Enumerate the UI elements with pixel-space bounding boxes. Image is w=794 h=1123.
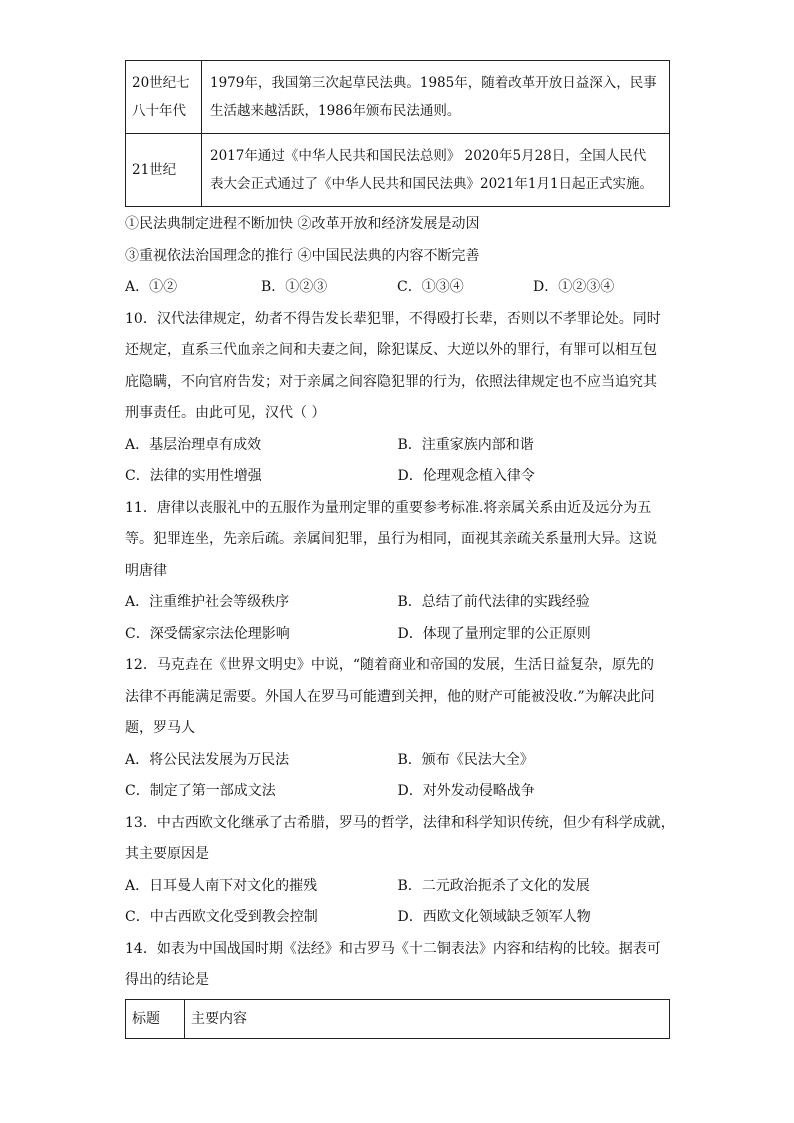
- option-a[interactable]: A．①②: [125, 279, 178, 295]
- question-stem-line: 10．汉代法律规定，幼者不得告发长辈犯罪，不得殴打长辈，否则以不孝罪论处。同时: [125, 310, 661, 327]
- option-c[interactable]: C．法律的实用性增强: [125, 468, 262, 484]
- options-row: [125, 587, 670, 619]
- option-b[interactable]: B．颁布《民法大全》: [397, 751, 534, 768]
- description-cell: [202, 61, 670, 134]
- era-text: 21世纪: [132, 162, 177, 178]
- table-row: [126, 134, 670, 207]
- option-b[interactable]: B．二元政治扼杀了文化的发展: [397, 877, 590, 894]
- options-row: [125, 745, 670, 777]
- options-row: [125, 430, 670, 462]
- options-row: [125, 902, 670, 934]
- option-d[interactable]: D．伦理观念植入律令: [397, 468, 535, 484]
- question-stem-line: 题，罗马人: [125, 720, 195, 736]
- question-stem-line: 14．如表为中国战国时期《法经》和古罗马《十二铜表法》内容和结构的比较。据表可: [125, 940, 661, 957]
- option-d[interactable]: D．①②③④: [533, 279, 615, 295]
- question-stem-line: 刑事责任。由此可见，汉代（ ）: [125, 405, 326, 421]
- description-text: 1979年，我国第三次起草民法典。1985年，随着改革开放日益深入，民事: [210, 75, 657, 91]
- header-title: 标题: [126, 999, 185, 1038]
- question-stem-line: 庇隐瞒，不向官府告发；对于亲属之间容隐犯罪的行为，依照法律规定也不应当追究其: [125, 373, 657, 390]
- description-text: 2017年通过《中华人民共和国民法总则》 2020年5月28日，全国人民代: [210, 148, 647, 164]
- header-content: 主要内容: [185, 999, 670, 1038]
- question-9: [125, 209, 670, 304]
- options-row: [125, 776, 670, 808]
- option-c[interactable]: C．①③④: [397, 279, 464, 295]
- question-stem-line: 得出的结论是: [125, 972, 209, 988]
- description-text: 表大会正式通过了《中华人民共和国民法典》2021年1月1日起正式实施。: [210, 176, 654, 192]
- question-13: [125, 808, 675, 934]
- option-c[interactable]: C．制定了第一部成文法: [125, 783, 276, 799]
- question-stem-line: 等。犯罪连坐，先亲后疏。亲属间犯罪，虽行为相同，面视其亲疏关系量刑大异。这说: [125, 531, 657, 547]
- options-row: [125, 272, 670, 304]
- question-10: [125, 304, 670, 493]
- option-a[interactable]: A．注重维护社会等级秩序: [125, 594, 290, 610]
- era-cell: [126, 134, 202, 207]
- question-stem-line: 11．唐律以丧服礼中的五服作为量刑定罪的重要参考标准.将亲属关系由近及远分为五: [125, 499, 652, 516]
- option-a[interactable]: A．基层治理卓有成效: [125, 436, 262, 453]
- era-cell: [126, 61, 202, 134]
- era-text: 20世纪七: [132, 75, 190, 91]
- era-text: 八十年代: [132, 103, 186, 119]
- options-row: [125, 871, 670, 903]
- option-b[interactable]: B．总结了前代法律的实践经验: [397, 594, 590, 610]
- description-cell: [202, 134, 670, 207]
- statements-line: ①民法典制定进程不断加快 ②改革开放和经济发展是动因: [125, 216, 480, 232]
- option-d[interactable]: D．体现了量刑定罪的公正原则: [397, 625, 591, 642]
- table-header-row: [126, 999, 670, 1038]
- question-14: [125, 934, 670, 1039]
- law-history-table: [125, 60, 670, 207]
- description-text: 生活越来越活跃，1986年颁布民法通则。: [210, 103, 461, 119]
- question-stem-line: 其主要原因是: [125, 846, 209, 862]
- option-d[interactable]: D．对外发动侵略战争: [397, 783, 535, 799]
- option-c[interactable]: C．中古西欧文化受到教会控制: [125, 909, 318, 925]
- question-stem-line: 法律不再能满足需要。外国人在罗马可能遭到关押，他的财产可能被没收.”为解决此问: [125, 688, 655, 705]
- option-a[interactable]: A．将公民法发展为万民法: [125, 751, 290, 768]
- question-stem-line: 明唐律: [125, 562, 167, 579]
- options-row: [125, 619, 670, 651]
- comparison-table: [125, 999, 670, 1039]
- option-d[interactable]: D．西欧文化领域缺乏领军人物: [397, 909, 591, 925]
- option-b[interactable]: B．注重家族内部和谐: [397, 436, 534, 453]
- question-stem-line: 12．马克垚在《世界文明史》中说，“随着商业和帝国的发展，生活日益复杂，原先的: [125, 657, 654, 673]
- statements-line: ③重视依法治国理念的推行 ④中国民法典的内容不断完善: [125, 247, 480, 264]
- exam-page: [125, 60, 675, 1039]
- question-11: [125, 493, 670, 651]
- question-12: [125, 650, 670, 808]
- option-c[interactable]: C．深受儒家宗法伦理影响: [125, 625, 290, 642]
- table-row: [126, 61, 670, 134]
- question-stem-line: 13．中古西欧文化继承了古希腊，罗马的哲学，法律和科学知识传统，但少有科学成就，: [125, 814, 675, 831]
- options-row: [125, 461, 670, 493]
- option-b[interactable]: B．①②③: [261, 279, 328, 295]
- question-stem-line: 还规定，直系三代血亲之间和夫妻之间，除犯谋反、大逆以外的罪行，有罪可以相互包: [125, 342, 657, 358]
- option-a[interactable]: A．日耳曼人南下对文化的摧残: [125, 877, 318, 894]
